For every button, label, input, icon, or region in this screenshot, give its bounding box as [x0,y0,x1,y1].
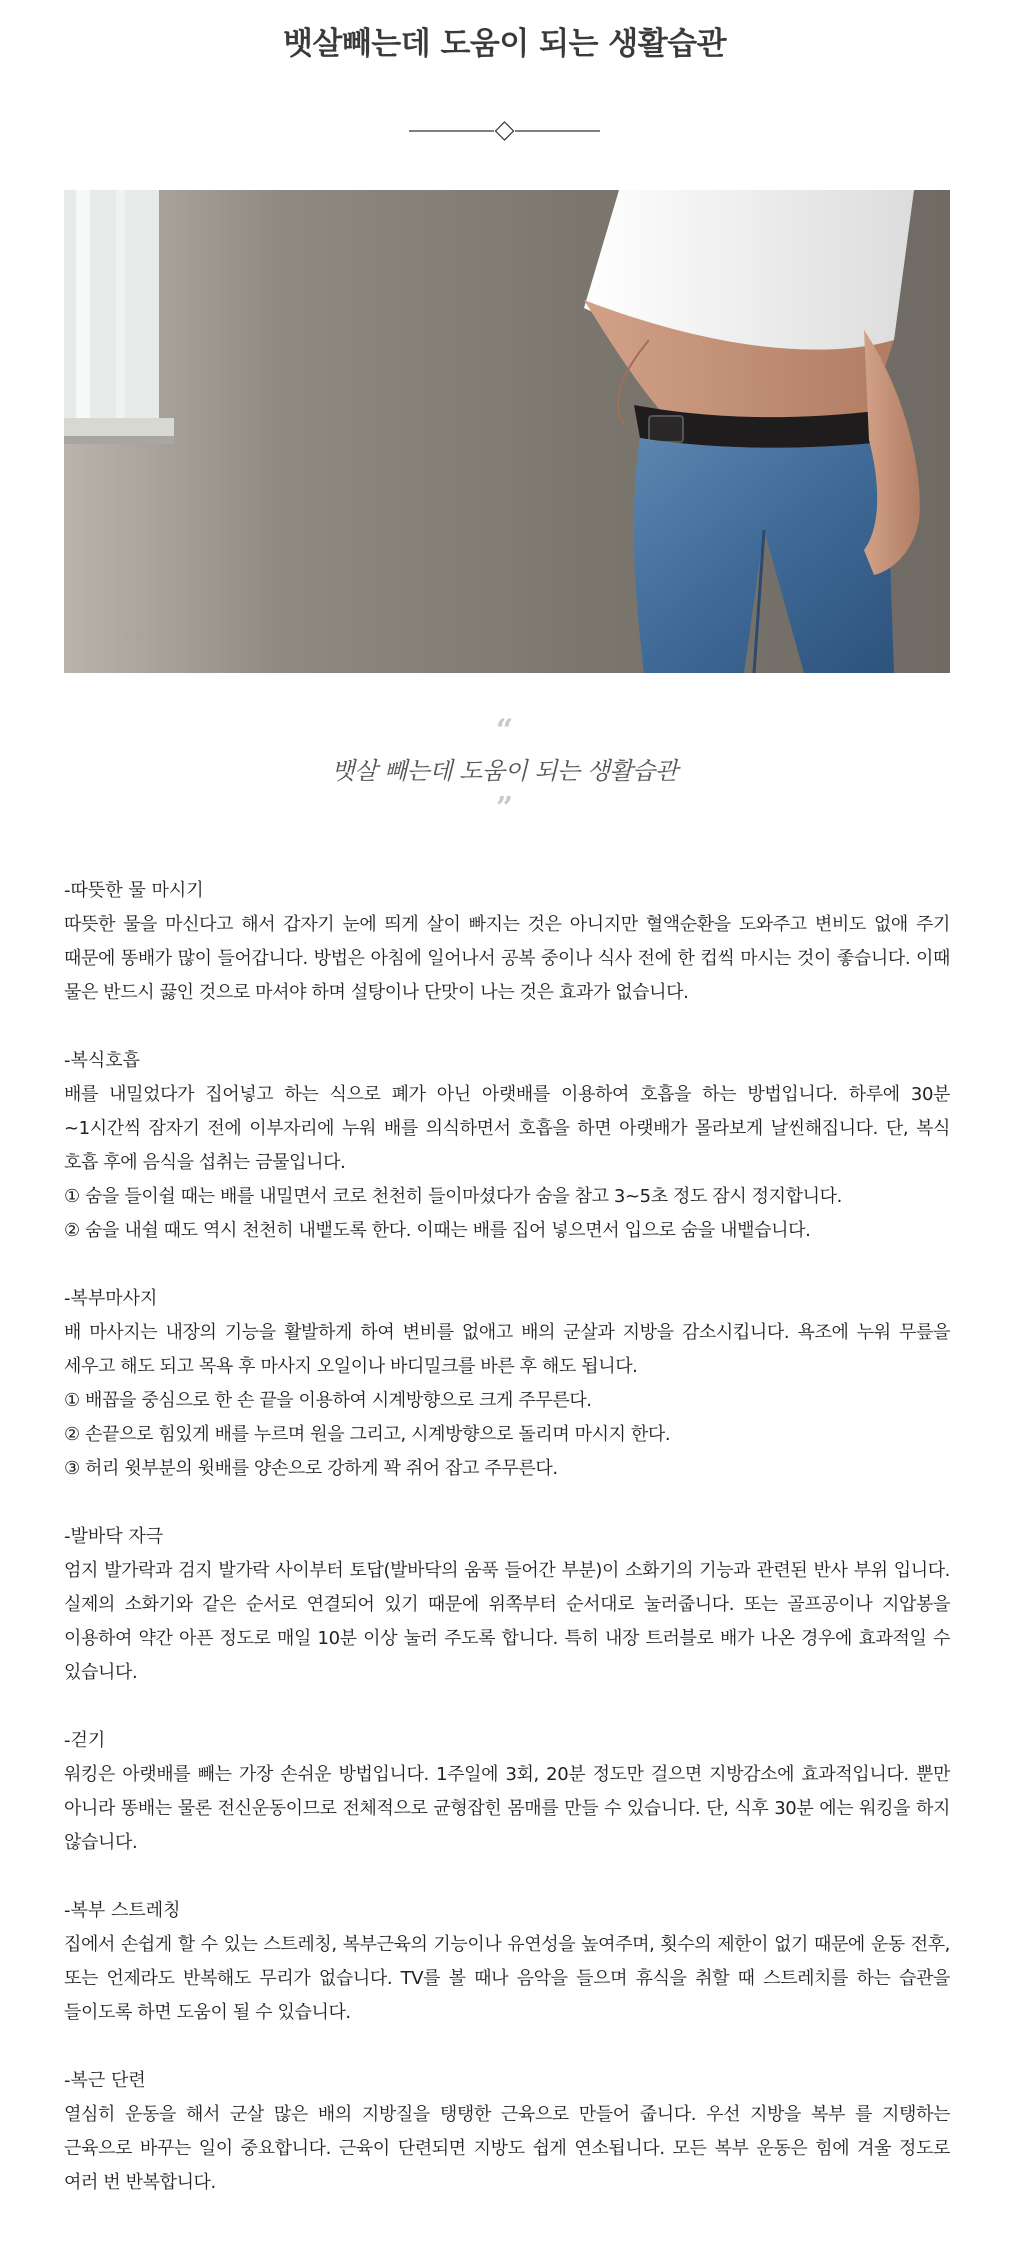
quote-text: 뱃살 빼는데 도움이 되는 생활습관 [331,757,678,785]
section-body [64,908,950,1010]
section-heading: -복부마사지 [64,1288,158,1309]
section-heading: -복부 스트레칭 [64,1900,181,1921]
paragraph: 배 마사지는 내장의 기능을 활발하게 하여 변비를 없애고 배의 군살과 지방을 감소시킵니다. 욕조에 누워 무릎을 세우고 해도 되고 목욕 후 마사지 오일이나 바디밀크를 바른 후 해도 됩니다. [64,1322,950,1377]
section-heading: -복식호흡 [64,1050,141,1071]
section-warm-water [64,874,950,1010]
list-item: ② 손끝으로 힘있게 배를 누르며 원을 그리고, 시계방향으로 돌리며 마시지 한다. [64,1424,671,1445]
section-foot-stimulation [64,1520,950,1690]
paragraph: 집에서 손쉽게 할 수 있는 스트레칭, 복부근육의 기능이나 유연성을 높여주며, 횟수의 제한이 없기 때문에 운동 전후, 또는 언제라도 반복해도 무리가 없습니다. TV를 볼 때나 음악을 들으며 휴식을 취할 때 스트레치를 하는 습관을 들이도록 하면 도움이 될 수 있습니다. [64,1934,950,2023]
paragraph: 따뜻한 물을 마신다고 해서 갑자기 눈에 띄게 살이 빠지는 것은 아니지만 혈액순환을 도와주고 변비도 없애 주기 때문에 똥배가 많이 들어갑니다. 방법은 아침에 일어나서 공복 중이나 식사 전에 한 컵씩 마시는 것이 좋습니다. 이때 물은 반드시 끓인 것으로 마셔야 하며 설탕이나 단맛이 나는 것은 효과가 없습니다. [64,914,950,1003]
section-heading: -복근 단련 [64,2070,146,2091]
section-walking [64,1724,950,1860]
section-belly-massage [64,1282,950,1486]
paragraph: 배를 내밀었다가 집어넣고 하는 식으로 폐가 아닌 아랫배를 이용하여 호흡을 하는 방법입니다. 하루에 30분~1시간씩 잠자기 전에 이부자리에 누워 배를 의식하면서 호흡을 하면 아랫배가 몰라보게 날씬해집니다. 단, 복식 호흡 후에 음식을 섭취는 금물입니다. [64,1084,950,1173]
section-body [64,1928,950,2030]
list-item: ① 숨을 들이쉴 때는 배를 내밀면서 코로 천천히 들이마셨다가 숨을 참고 3~5초 정도 잠시 정지합니다. [64,1186,842,1207]
section-body [64,2098,950,2200]
section-body [64,1554,950,1690]
section-body [64,1758,950,1860]
open-quote-icon: “ [495,713,514,748]
list-item: ② 숨을 내쉴 때도 역시 천천히 내뱉도록 한다. 이때는 배를 집어 넣으면서 입으로 숨을 내뱉습니다. [64,1220,811,1241]
close-quote-icon: ” [495,791,514,826]
decorative-divider [409,121,600,141]
paragraph: 워킹은 아랫배를 빼는 가장 손쉬운 방법입니다. 1주일에 3회, 20분 정도만 걸으면 지방감소에 효과적입니다. 뿐만 아니라 똥배는 물론 전신운동이므로 전체적으로 균형잡힌 몸매를 만들 수 있습니다. 단, 식후 30분 에는 워킹을 하지 않습니다. [64,1764,950,1853]
paragraph: 엄지 발가락과 검지 발가락 사이부터 토답(발바닥의 움푹 들어간 부분)이 소화기의 기능과 관련된 반사 부위 입니다. 실제의 소화기와 같은 순서로 연결되어 있기 때문에 위쪽부터 순서대로 눌러줍니다. 또는 골프공이나 지압봉을 이용하여 약간 아픈 정도로 매일 10분 이상 눌러 주도록 합니다. 특히 내장 트러블로 배가 나온 경우에 효과적일 수 있습니다. [64,1560,950,1683]
paragraph: 열심히 운동을 해서 군살 많은 배의 지방질을 탱탱한 근육으로 만들어 줍니다. 우선 지방을 복부 를 지탱하는 근육으로 바꾸는 일이 중요합니다. 근육이 단련되면 지방도 쉽게 연소됩니다. 모든 복부 운동은 힘에 겨울 정도로 여러 번 반복합니다. [64,2104,950,2193]
section-belly-stretching [64,1894,950,2030]
section-ab-training [64,2064,950,2200]
section-heading: -걷기 [64,1730,106,1751]
article-body [64,874,950,2234]
section-abdominal-breathing [64,1044,950,1248]
list-item: ① 배꼽을 중심으로 한 손 끝을 이용하여 시계방향으로 크게 주무른다. [64,1390,592,1411]
section-body [64,1078,950,1248]
section-heading: -발바닥 자극 [64,1526,164,1547]
hero-photo [64,190,950,673]
section-heading: -따뜻한 물 마시기 [64,880,204,901]
page-title: 뱃살빼는데 도움이 되는 생활습관 [282,26,727,62]
section-body [64,1316,950,1486]
pull-quote [0,713,1009,826]
list-item: ③ 허리 윗부분의 윗배를 양손으로 강하게 꽉 쥐어 잡고 주무른다. [64,1458,558,1479]
